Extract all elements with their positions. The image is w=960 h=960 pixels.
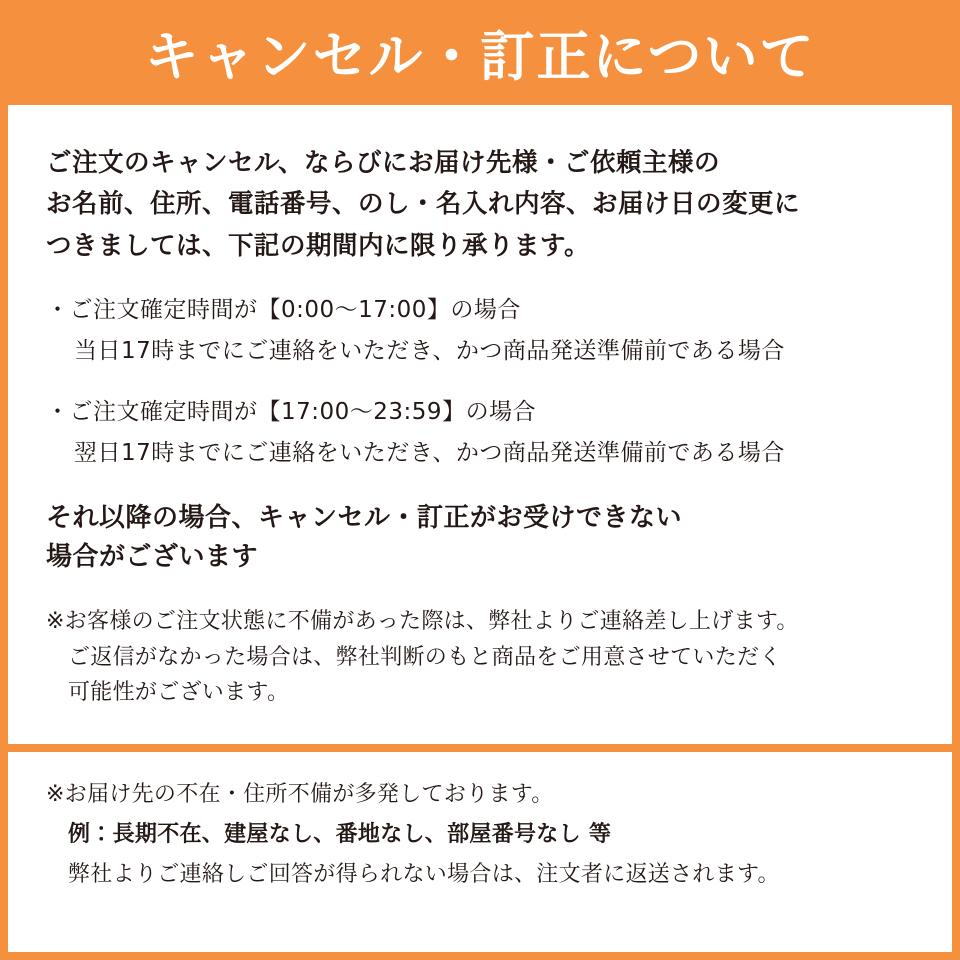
page-title: キャンセル・訂正について <box>144 24 816 88</box>
lead-line-3: つきましては、下記の期間内に限り承ります。 <box>46 230 590 261</box>
condition-title: ・ご注文確定時間が【17:00〜23:59】の場合 <box>46 398 537 425</box>
lead-line-2: お名前、住所、電話番号、のし・名入れ内容、お届け日の変更に <box>46 189 801 220</box>
strong-note <box>46 499 914 578</box>
strong-note-line-2: 場合がございます <box>46 542 259 573</box>
condition-item <box>46 395 914 471</box>
condition-title: ・ご注文確定時間が【0:00〜17:00】の場合 <box>46 296 521 323</box>
small-note <box>46 604 914 711</box>
section-divider <box>8 744 952 752</box>
footer-line-3: 弊社よりご連絡しご回答が得られない場合は、注文者に返送されます。 <box>68 862 780 888</box>
condition-item <box>46 293 914 369</box>
small-note-line-3: 可能性がございます。 <box>68 680 290 706</box>
condition-detail: 当日17時までにご連絡をいただき、かつ商品発送準備前である場合 <box>74 338 785 365</box>
lead-paragraph <box>46 143 914 267</box>
footer-line-1: ※お届け先の不在・住所不備が多発しております。 <box>46 782 554 807</box>
strong-note-line-1: それ以降の場合、キャンセル・訂正がお受けできない <box>46 502 683 533</box>
condition-detail: 翌日17時までにご連絡をいただき、かつ商品発送準備前である場合 <box>74 440 785 467</box>
header-banner <box>8 8 952 105</box>
small-note-line-2: ご返信がなかった場合は、弊社判断のもと商品をご用意させていただく <box>68 644 782 670</box>
small-note-line-1: ※お客様のご注文状態に不備があった際は、弊社よりご連絡差し上げます。 <box>46 608 799 634</box>
footer-content <box>8 752 952 952</box>
footer-line-example: 例：長期不在、建屋なし、番地なし、部屋番号なし 等 <box>68 822 612 848</box>
lead-line-1: ご注文のキャンセル、ならびにお届け先様・ご依頼主様の <box>46 148 720 178</box>
main-content <box>8 105 952 744</box>
